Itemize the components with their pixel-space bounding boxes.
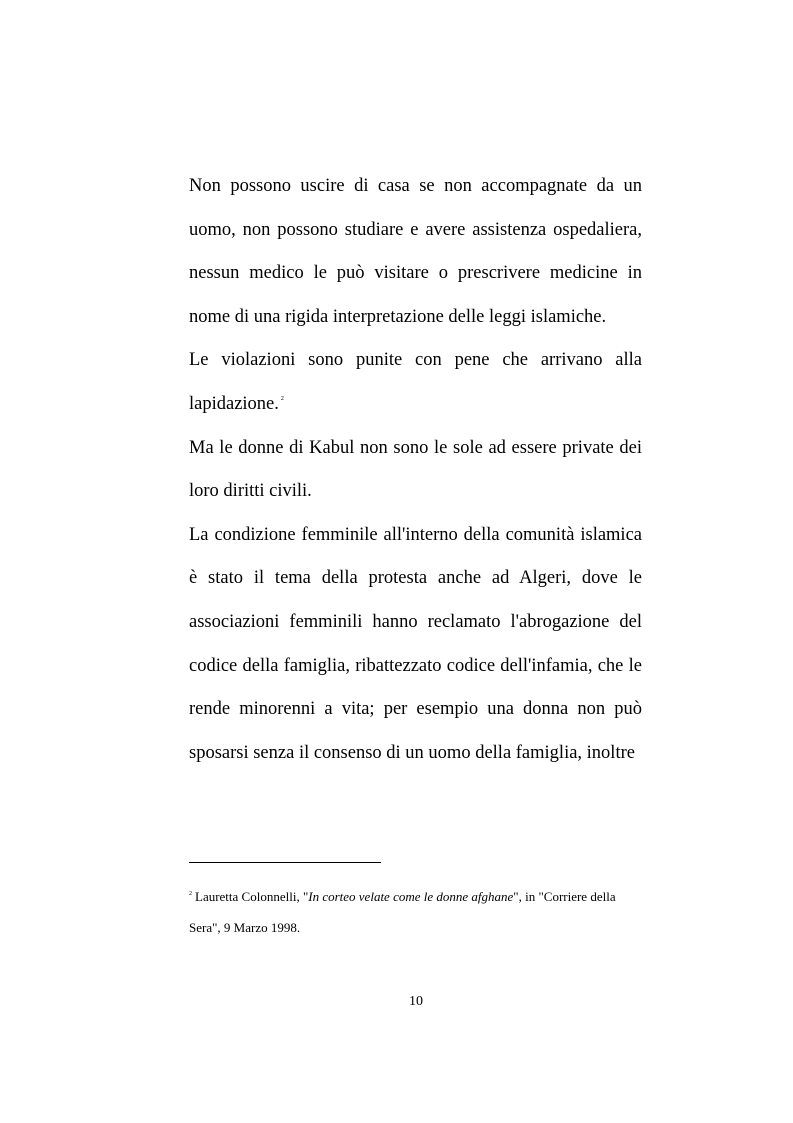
paragraph-2 [189,339,642,426]
page-number: 10 [409,994,423,1009]
paragraph-4-text: La condizione femminile all'interno della comunità islamica è stato il tema della protesta anche ad Algeri, dove le associazioni femminili hanno reclamato l'abrogazione del codice della famiglia, ribattezzato codice dell'infamia, che le rende minorenni a vita; per esempio una donna non può sposarsi senza il consenso di un uomo della famiglia, inoltre [189,524,642,763]
footnote-separator [189,862,381,863]
footnote-author: Lauretta Colonnelli, " [195,889,309,904]
paragraph-1-text: Non possono uscire di casa se non accompagnate da un uomo, non possono studiare e avere assistenza ospedaliera, nessun medico le può visitare o prescrivere medicine in nome di una rigida interpretazione delle leggi islamiche. [189,176,642,327]
paragraph-3 [189,427,642,514]
paragraph-4 [189,514,642,776]
footnote [189,881,644,943]
footnote-title: In corteo velate come le donne afghane [308,889,514,904]
footnote-number: 2 [189,891,192,897]
paragraph-3-text: Ma le donne di Kabul non sono le sole ad essere private dei loro diritti civili. [189,437,642,502]
footnote-reference[interactable]: 2 [280,395,284,402]
paragraph-1 [189,165,642,339]
footnote-source: ", in "Corriere della Sera", 9 Marzo 1998. [189,889,616,935]
paragraph-2-text: Le violazioni sono punite con pene che arrivano alla lapidazione. [189,350,642,414]
body-text [189,165,642,775]
